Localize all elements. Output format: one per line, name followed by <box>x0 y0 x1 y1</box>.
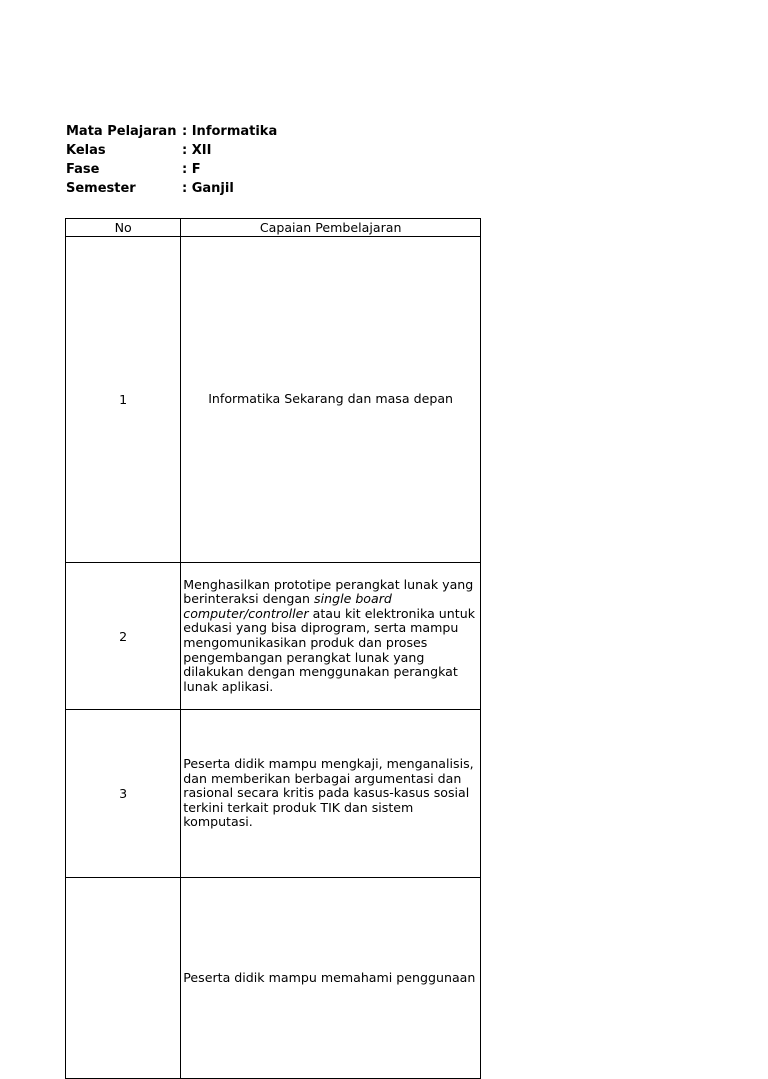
table-row <box>66 878 481 1079</box>
row-number: 1 <box>66 237 181 563</box>
outcome-text-part: Menghasilkan prototipe perangkat lunak yang berinteraksi dengan <box>183 576 474 607</box>
class-value: : XII <box>182 143 212 158</box>
row-number: 2 <box>66 563 181 710</box>
subject-label: Mata Pelajaran <box>66 124 177 139</box>
table-row <box>66 710 481 878</box>
row-number <box>66 878 181 1079</box>
table-row <box>66 563 481 710</box>
phase-label: Fase <box>66 162 100 177</box>
row-outcome-text: Peserta didik mampu memahami penggunaan <box>181 878 481 1079</box>
outcome-text-part: atau kit elektronika untuk edukasi yang bisa diprogram, serta mampu mengomunikasikan produk dan proses pengembangan perangkat lunak yang dilakukan dengan menggunakan perangkat lunak aplikasi. <box>183 605 475 694</box>
row-outcome-text: Peserta didik mampu mengkaji, menganalisis, dan memberikan berbagai argumentasi dan rasional secara kritis pada kasus-kasus sosial terkini terkait produk TIK dan sistem komputasi. <box>181 710 481 878</box>
semester-value: : Ganjil <box>182 181 234 196</box>
table-row <box>66 237 481 563</box>
table-header-row <box>66 219 481 237</box>
column-header-capaian: Capaian Pembelajaran <box>181 219 481 237</box>
row-number: 3 <box>66 710 181 878</box>
class-label: Kelas <box>66 143 106 158</box>
outcome-text-italic: single board computer/controller <box>183 591 392 621</box>
learning-outcomes-table <box>65 218 481 1079</box>
subject-value: : Informatika <box>182 124 278 139</box>
phase-value: : F <box>182 162 201 177</box>
column-header-no: No <box>66 219 181 237</box>
semester-label: Semester <box>66 181 136 196</box>
row-outcome-text <box>181 563 481 710</box>
row-outcome-text: Informatika Sekarang dan masa depan <box>181 237 481 563</box>
